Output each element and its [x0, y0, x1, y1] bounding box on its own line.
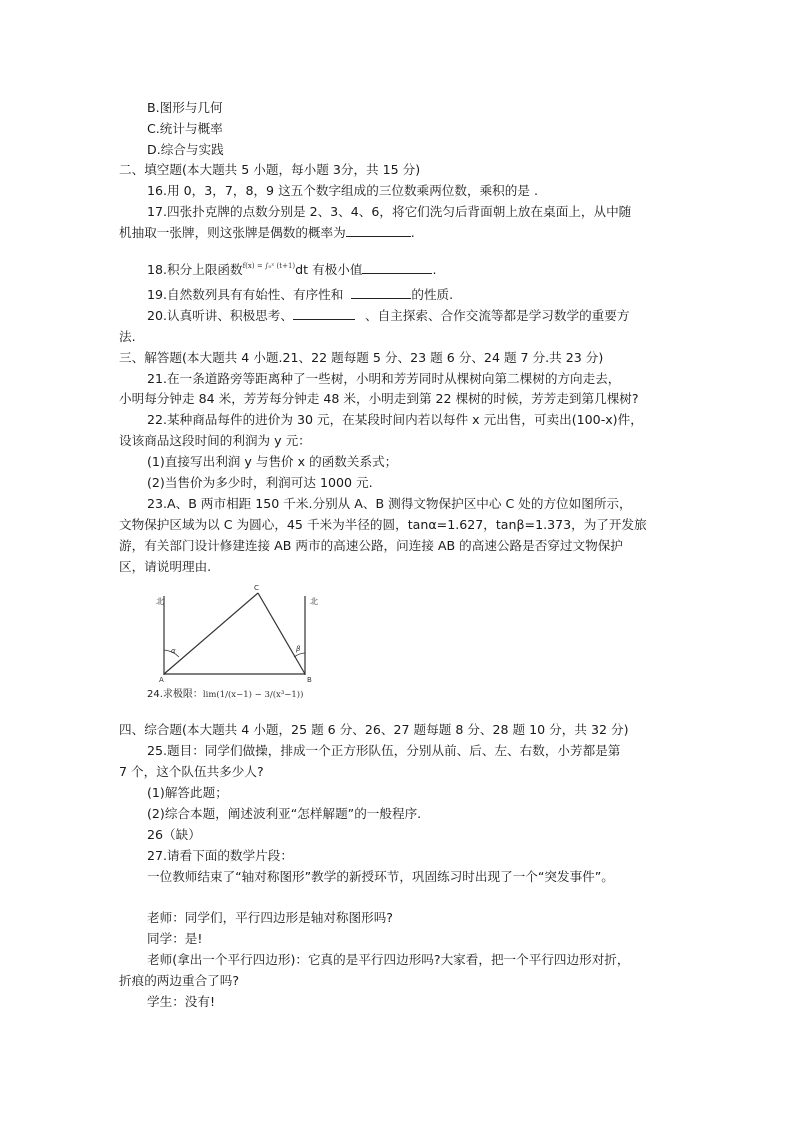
question-24-pre: 24.求极限： [147, 689, 203, 700]
question-18-pre: 18.积分上限函数 [147, 262, 243, 277]
question-21-line1: 21.在一条道路旁等距离种了一些树，小明和芳芳同时从棵树向第二棵树的方向走去， [147, 371, 621, 386]
dialogue-line-3b: 折痕的两边重合了吗? [119, 973, 240, 988]
question-25-part2: (2)综合本题，阐述波利亚“怎样解题”的一般程序. [147, 806, 422, 821]
segment-bc [258, 593, 305, 674]
option-c: C.统计与概率 [147, 121, 223, 136]
dialogue-line-1: 老师：同学们，平行四边形是轴对称图形吗? [147, 910, 393, 925]
answer-blank [362, 261, 432, 274]
beta-arc [294, 653, 305, 657]
point-a-label: A [159, 676, 164, 684]
bearing-diagram [150, 580, 330, 684]
question-25-line1: 25.题目：同学们做操，排成一个正方形队伍，分别从前、后、左、右数，小芳都是第 [147, 743, 621, 758]
question-25-line2: 7 个，这个队伍共多少人? [119, 764, 264, 779]
segment-ac [164, 593, 258, 674]
question-25-part1: (1)解答此题； [147, 785, 228, 800]
question-21-line2: 小明每分钟走 84 米，芳芳每分钟走 48 米，小明走到第 22 棵树的时候，芳芳走到第几棵树? [119, 391, 639, 406]
north-label-right: 北 [310, 597, 318, 606]
limit-formula: lim(1/(x−1) − 3/(x³−1)) [202, 690, 304, 700]
question-22-line2: 设该商品这段时间的利润为 y 元： [119, 433, 311, 448]
point-b-label: B [307, 676, 312, 684]
section4-heading: 四、综合题(本大题共 4 小题，25 题 6 分、26、27 题每题 8 分、28 题 10 分，共 32 分) [119, 722, 629, 737]
question-17-end: . [410, 225, 415, 240]
question-23-line4: 区，请说明理由. [119, 559, 212, 574]
question-19-post: 的性质. [411, 287, 454, 302]
question-18-end: . [432, 262, 437, 277]
beta-label: β [296, 645, 301, 653]
answer-blank [351, 286, 411, 299]
question-20-line1 [147, 307, 629, 324]
north-label-left: 北 [156, 597, 164, 606]
question-19-pre: 19.自然数列具有有始性、有序性和 [147, 287, 344, 302]
question-23-line3: 游，有关部门设计修建连接 AB 两市的高速公路，问连接 AB 的高速公路是否穿过文物保护 [119, 538, 623, 553]
question-23-line2: 文物保护区域为以 C 为圆心，45 千米为半径的圆，tanα=1.627，tanβ=1.373，为了开发旅 [119, 517, 647, 532]
option-b: B.图形与几何 [147, 100, 223, 115]
dialogue-line-2: 同学：是! [147, 931, 203, 946]
question-27-line1: 27.请看下面的数学片段： [147, 848, 293, 863]
question-19 [147, 286, 453, 303]
question-22-line1: 22.某种商品每件的进价为 30 元，在某段时间内若以每件 x 元出售，可卖出(100-x)件， [147, 412, 643, 427]
question-24 [147, 686, 303, 704]
dialogue-line-4: 学生：没有! [147, 994, 216, 1009]
section2-heading: 二、填空题(本大题共 5 小题，每小题 3分，共 15 分) [119, 162, 421, 177]
question-26: 26（缺） [147, 827, 201, 842]
answer-blank [346, 224, 411, 237]
question-16: 16.用 0，3，7，8，9 这五个数字组成的三位数乘两位数，乘积的是 . [147, 183, 538, 198]
question-23-line1: 23.A、B 两市相距 150 千米.分别从 A、B 测得文物保护区中心 C 处的方位如图所示， [147, 496, 632, 511]
alpha-label: α [171, 647, 176, 655]
question-18-post: dt 有极小值 [295, 262, 363, 277]
question-17-text: 机抽取一张牌，则这张牌是偶数的概率为 [119, 225, 346, 240]
question-17-line2 [119, 224, 415, 241]
question-27-line2: 一位教师结束了“轴对称图形”教学的新授环节，巩固练习时出现了一个“突发事件”。 [147, 869, 614, 884]
point-c-label: C [254, 584, 259, 592]
question-20-pre: 20.认真听讲、积极思考、 [147, 308, 293, 323]
question-18 [147, 258, 436, 278]
question-20-post: 、自主探索、合作交流等都是学习数学的重要方 [364, 308, 630, 323]
question-22-part1: (1)直接写出利润 y 与售价 x 的函数关系式； [147, 454, 398, 469]
answer-blank [293, 307, 355, 320]
dialogue-line-3a: 老师(拿出一个平行四边形)：它真的是平行四边形吗?大家看，把一个平行四边形对折， [147, 952, 630, 967]
question-20-line2: 法. [119, 329, 136, 344]
question-17-line1: 17.四张扑克牌的点数分别是 2、3、4、6，将它们洗匀后背面朝上放在桌面上，从中随 [147, 204, 632, 219]
option-d: D.综合与实践 [147, 142, 224, 157]
question-22-part2: (2)当售价为多少时，利润可达 1000 元. [147, 475, 373, 490]
integral-formula: f(x) = ∫₀ˣ (t+1) [242, 262, 296, 270]
section3-heading: 三、解答题(本大题共 4 小题.21、22 题每题 5 分、23 题 6 分、24 题 7 分.共 23 分) [119, 350, 604, 365]
